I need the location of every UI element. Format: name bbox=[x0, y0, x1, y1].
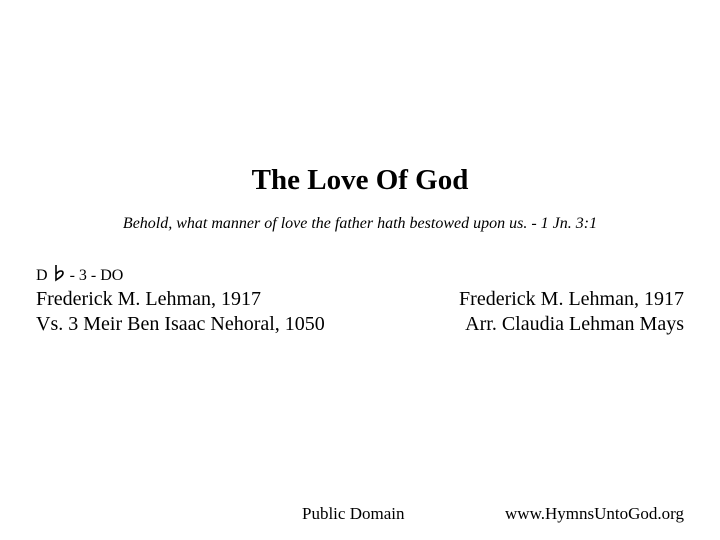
arranger-credit: Arr. Claudia Lehman Mays bbox=[465, 313, 684, 335]
key-tempo-text: - 3 - DO bbox=[69, 267, 124, 284]
verse-credit: Vs. 3 Meir Ben Isaac Nehoral, 1050 bbox=[36, 313, 325, 335]
scripture-subtitle: Behold, what manner of love the father hath bestowed upon us. - 1 Jn. 3:1 bbox=[122, 215, 598, 232]
lyricist-credit: Frederick M. Lehman, 1917 bbox=[36, 288, 261, 310]
key-note-letter: D bbox=[36, 267, 48, 284]
website-link: www.HymnsUntoGod.org bbox=[505, 504, 684, 523]
flat-icon bbox=[52, 264, 66, 286]
copyright-notice: Public Domain bbox=[302, 504, 405, 523]
hymn-title: The Love Of God bbox=[251, 164, 469, 196]
composer-credit: Frederick M. Lehman, 1917 bbox=[459, 288, 684, 310]
key-signature-line bbox=[36, 264, 123, 286]
